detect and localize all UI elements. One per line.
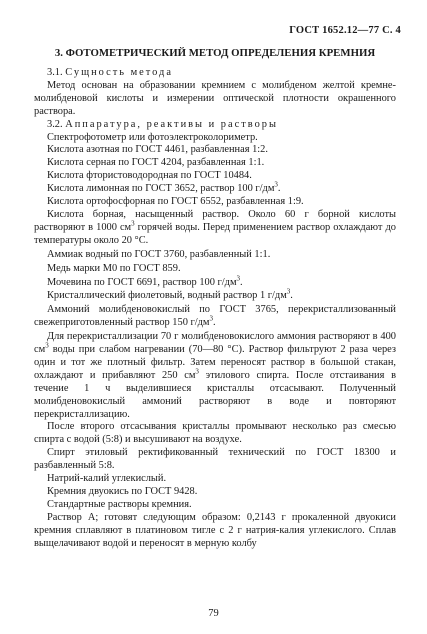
subsection-number: 3.2. <box>47 118 63 130</box>
superscript: 3 <box>286 287 291 296</box>
page-body <box>34 38 396 551</box>
item-end: . <box>240 276 243 288</box>
item-end: . <box>290 290 293 302</box>
list-item: Аммиак водный по ГОСТ 3760, разбавленный 1:1. <box>47 248 271 260</box>
list-item: Кислота азотная по ГОСТ 4461, разбавленная 1:2. <box>47 144 268 156</box>
running-header: ГОСТ 1652.12—77 С. 4 <box>289 25 401 36</box>
list-item <box>34 287 396 303</box>
paragraph-text: Аммоний молибденовокислый по ГОСТ 3765, перекристаллизованный свежеприготовленный раствор 150 г/дм <box>34 304 396 329</box>
list-item: Кислота фтористоводородная по ГОСТ 10484. <box>47 170 252 182</box>
paragraph-text: этилового спирта. После отстаивания в течение 1 ч выделившиеся кристаллы отсасывают. Полученный молибденовокислый аммоний растворяют в воде и повторяют перекристаллизацию. <box>34 369 396 420</box>
paragraph-recrystallization <box>34 331 396 421</box>
list-item: Стандартные растворы кремния. <box>47 498 192 510</box>
subsection-title: Сущность метода <box>65 67 173 78</box>
subsection-number: 3.1. <box>47 67 63 78</box>
superscript: 3 <box>274 180 278 189</box>
page-number: 79 <box>208 608 219 619</box>
superscript: 3 <box>209 314 214 323</box>
list-item: Натрий-калий углекислый. <box>47 473 167 485</box>
paragraph-text: горячей воды. Перед применением раствор охлаждают до температуры около 20 °С. <box>34 221 396 246</box>
paragraph-text: Кислота борная, насыщенный раствор. Около 60 г борной кислоты растворяют в 1000 см <box>34 208 396 233</box>
item-end: . <box>213 317 216 329</box>
subsection-heading-3-1 <box>34 67 396 80</box>
paragraph-essence: Метод основан на образовании кремнием с молибденом желтой кремне-молибденовой кислоты и измерении оптической плотности окрашенного раствора. <box>34 79 396 117</box>
subsection-heading-3-2 <box>34 119 396 132</box>
list-item: Кислота ортофосфорная по ГОСТ 6552, разбавленная 1:9. <box>47 196 304 208</box>
list-item: Кислота серная по ГОСТ 4204, разбавленная 1:1. <box>47 157 265 169</box>
list-item <box>34 274 396 290</box>
section-title: 3. ФОТОМЕТРИЧЕСКИЙ МЕТОД ОПРЕДЕЛЕНИЯ КРЕМНИЯ <box>54 47 376 59</box>
paragraph-ethyl: Спирт этиловый ректификованный технический по ГОСТ 18300 и разбавленный 5:8. <box>34 447 396 472</box>
paragraph-washing: После второго отсасывания кристаллы промывают несколько раз смесью спирта с водой (5:8) и высушивают на воздухе. <box>34 421 396 446</box>
list-item: Кремния двуокись по ГОСТ 9428. <box>47 486 198 497</box>
paragraph-text: Для перекристаллизации 70 г молибденовокислого аммония растворяют в 400 см <box>34 331 396 356</box>
list-item <box>34 180 396 196</box>
superscript: 3 <box>131 219 135 228</box>
item-text: Кристаллический фиолетовый, водный раствор 1 г/дм <box>47 290 287 302</box>
list-item: Медь марки М0 по ГОСТ 859. <box>47 262 181 274</box>
paragraph-solution-a: Раствор А; готовят следующим образом: 0,2143 г прокаленной двуокиси кремния сплавляют в платиновом тигле с 2 г натрия-калия углекислого. Сплав выщелачивают водой и переносят в мерную колбу <box>34 511 396 549</box>
list-item: Спектрофотометр или фотоэлектроколориметр. <box>47 131 258 143</box>
superscript: 3 <box>45 341 49 350</box>
item-text: Кислота лимонная по ГОСТ 3652, раствор 100 г/дм <box>47 183 275 195</box>
subsection-title: Аппаратура, реактивы и растворы <box>65 118 278 130</box>
superscript: 3 <box>195 367 199 376</box>
paragraph-molybdate <box>34 304 396 330</box>
item-end: . <box>277 183 281 195</box>
paragraph-boric <box>34 209 396 248</box>
superscript: 3 <box>236 274 241 283</box>
item-text: Мочевина по ГОСТ 6691, раствор 100 г/дм <box>47 276 237 288</box>
paragraph-text: воды при слабом нагревании (70—80 °С). Раствор фильтруют 2 раза через один и тот же плотный фильтр. Затем переносят раствор в большой стакан, охлаждают и прибавляют 250 см <box>34 344 396 381</box>
